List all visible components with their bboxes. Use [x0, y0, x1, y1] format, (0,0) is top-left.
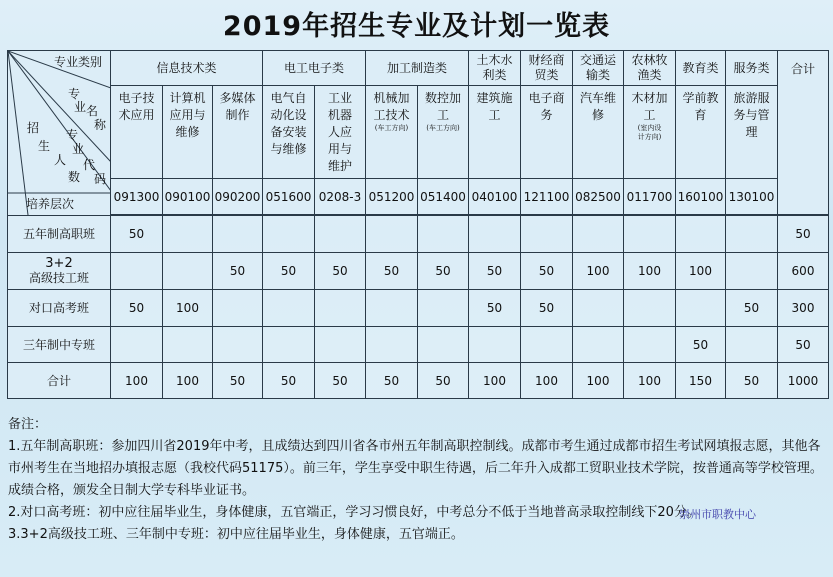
enroll-count-cell — [163, 327, 213, 363]
corner-major-name-char: 名 — [86, 104, 99, 118]
category-header-label: 交通运输类 — [579, 53, 616, 82]
enroll-count-cell: 100 — [624, 363, 676, 399]
corner-level-label: 培养层次 — [26, 197, 75, 211]
major-name-cell — [418, 86, 469, 179]
major-name-cell — [624, 86, 676, 179]
category-header-electrical: 电工电子类 — [263, 51, 366, 86]
major-code-cell: 090200 — [213, 179, 263, 215]
major-name-cell — [726, 86, 778, 179]
major-code-cell: 051200 — [366, 179, 418, 215]
major-name-cell — [573, 86, 624, 179]
table-row — [8, 216, 829, 253]
enroll-count-cell: 50 — [676, 327, 726, 363]
major-code-cell: 091300 — [111, 179, 163, 215]
enroll-count-cell: 50 — [521, 253, 573, 290]
enroll-count-cell — [315, 327, 366, 363]
enroll-count-cell — [213, 290, 263, 327]
enroll-count-cell: 50 — [726, 363, 778, 399]
enroll-count-cell — [624, 216, 676, 253]
major-name-cell — [469, 86, 521, 179]
major-code-row — [8, 179, 829, 215]
major-name-cell — [521, 86, 573, 179]
enroll-count-cell: 100 — [624, 253, 676, 290]
major-name: 学前教育 — [682, 91, 719, 122]
corner-major-code-char: 码 — [94, 172, 107, 186]
enroll-count-cell: 50 — [366, 253, 418, 290]
category-header-label: 土木水利类 — [476, 53, 513, 82]
corner-diagonal-lines — [8, 51, 111, 215]
major-code-cell: 051400 — [418, 179, 469, 215]
enroll-count-cell — [469, 216, 521, 253]
enroll-count-cell — [676, 216, 726, 253]
major-code-cell: 082500 — [573, 179, 624, 215]
enroll-count-cell — [418, 327, 469, 363]
major-name-row — [8, 86, 829, 179]
note-item: 2.对口高考班：初中应往届毕业生，身体健康，五官端正，学习习惯良好，中考总分不低于当地普高录取控制线下20分。 — [8, 505, 700, 520]
major-name: 电气自动化设备安装与维修 — [270, 91, 307, 156]
enroll-count-cell: 100 — [163, 363, 213, 399]
category-header-manufacturing: 加工制造类 — [366, 51, 469, 86]
row-label — [8, 253, 111, 290]
enroll-count-cell — [521, 216, 573, 253]
enrollment-table — [7, 50, 829, 399]
row-label-line: 高级技工班 — [28, 271, 89, 285]
major-sub-note: (车工方向) — [374, 124, 409, 132]
corner-enroll-char: 人 — [54, 153, 67, 167]
enroll-count-cell — [573, 327, 624, 363]
corner-major-code-char: 业 — [72, 142, 85, 156]
major-sub-note: (室内设计方向) — [637, 124, 662, 141]
corner-major-name-char: 称 — [94, 118, 107, 132]
enroll-count-cell: 100 — [573, 363, 624, 399]
enroll-count-cell — [315, 290, 366, 327]
enroll-count-cell — [163, 253, 213, 290]
major-name-cell — [315, 86, 366, 179]
enroll-count-cell — [111, 327, 163, 363]
category-header-info-tech: 信息技术类 — [111, 51, 263, 86]
enroll-count-cell — [624, 327, 676, 363]
table-row — [8, 253, 829, 290]
major-code-cell: 011700 — [624, 179, 676, 215]
watermark: 崇州市职教中心 — [679, 508, 756, 521]
enroll-count-cell — [366, 327, 418, 363]
enroll-count-cell — [726, 327, 778, 363]
category-header-total: 合计 — [778, 51, 829, 215]
table-row — [8, 327, 829, 363]
enroll-count-cell — [418, 290, 469, 327]
enroll-count-cell: 50 — [111, 216, 163, 253]
enroll-count-cell: 50 — [213, 253, 263, 290]
major-name-cell — [366, 86, 418, 179]
enroll-count-cell: 100 — [521, 363, 573, 399]
enroll-count-cell: 50 — [469, 290, 521, 327]
major-name: 木材加工 — [631, 91, 668, 122]
enroll-count-cell — [418, 216, 469, 253]
enroll-count-cell: 50 — [418, 363, 469, 399]
enroll-count-cell — [111, 253, 163, 290]
row-total-cell: 1000 — [778, 363, 829, 399]
row-label: 三年制中专班 — [8, 327, 111, 363]
enroll-count-cell: 100 — [573, 253, 624, 290]
major-code-cell: 160100 — [676, 179, 726, 215]
enroll-count-cell: 50 — [111, 290, 163, 327]
corner-major-name-char: 专 — [68, 87, 81, 101]
major-code-cell: 0208-3 — [315, 179, 366, 215]
major-name: 电子技术应用 — [118, 91, 155, 122]
category-header-civil — [469, 51, 521, 86]
enroll-count-cell — [163, 216, 213, 253]
row-total-cell: 600 — [778, 253, 829, 290]
corner-major-code-char: 代 — [83, 158, 96, 172]
enroll-count-cell — [315, 216, 366, 253]
major-sub-note: (车工方向) — [426, 124, 460, 132]
row-label-line: 3+2 — [45, 256, 73, 271]
note-item: 1.五年制高职班：参加四川省2019年中考，且成绩达到四川省各市州五年制高职控制线。成都市考生通过成都市招生考试网填报志愿，其他各市州考生在当地招办填报志愿（我校代码51175）。前三年，学生享受中职生待遇，后二年升入成都工贸职业技术学院，按普通高等学校管理。成绩合格，颁发全日制大学专科毕业证书。 — [8, 439, 823, 498]
enroll-count-cell — [573, 216, 624, 253]
corner-major-code-char: 专 — [66, 128, 79, 142]
data-rows — [8, 216, 829, 399]
enroll-count-cell: 50 — [418, 253, 469, 290]
enroll-count-cell — [726, 216, 778, 253]
enroll-count-cell — [469, 327, 521, 363]
notes-heading: 备注： — [8, 417, 48, 432]
enroll-count-cell — [366, 290, 418, 327]
enroll-count-cell — [366, 216, 418, 253]
major-name: 建筑施工 — [476, 91, 513, 122]
enroll-count-cell: 50 — [263, 363, 315, 399]
enroll-count-cell — [263, 327, 315, 363]
enroll-count-cell — [573, 290, 624, 327]
category-header-service: 服务类 — [726, 51, 778, 86]
enroll-count-cell: 50 — [263, 253, 315, 290]
enroll-count-cell: 100 — [111, 363, 163, 399]
enroll-count-cell: 150 — [676, 363, 726, 399]
major-name-cell — [263, 86, 315, 179]
enroll-count-cell: 50 — [726, 290, 778, 327]
enroll-count-cell: 100 — [676, 253, 726, 290]
row-label: 合计 — [8, 363, 111, 399]
category-header-label: 财经商贸类 — [528, 53, 565, 82]
category-header-transport — [573, 51, 624, 86]
major-name-cell — [111, 86, 163, 179]
major-name: 机械加工技术 — [373, 91, 410, 122]
corner-enroll-char: 生 — [38, 139, 51, 153]
enroll-count-cell: 50 — [366, 363, 418, 399]
category-header-finance — [521, 51, 573, 86]
enroll-count-cell: 50 — [315, 253, 366, 290]
row-label: 五年制高职班 — [8, 216, 111, 253]
table-row — [8, 290, 829, 327]
major-name: 电子商务 — [528, 91, 565, 122]
enroll-count-cell: 100 — [469, 363, 521, 399]
table-row — [8, 363, 829, 399]
major-code-cell: 090100 — [163, 179, 213, 215]
major-code-cell: 051600 — [263, 179, 315, 215]
note-item: 3.3+2高级技工班、三年制中专班：初中应往届毕业生，身体健康，五官端正。 — [8, 527, 464, 542]
corner-enroll-char: 招 — [27, 121, 40, 135]
major-name: 数控加工 — [424, 91, 461, 122]
enroll-count-cell: 50 — [521, 290, 573, 327]
enroll-count-cell — [263, 290, 315, 327]
category-header-agriculture — [624, 51, 676, 86]
major-code-cell: 040100 — [469, 179, 521, 215]
enroll-count-cell: 50 — [315, 363, 366, 399]
enroll-count-cell — [213, 327, 263, 363]
page-title: 2019年招生专业及计划一览表 — [222, 11, 611, 42]
major-code-cell: 130100 — [726, 179, 778, 215]
row-total-cell: 300 — [778, 290, 829, 327]
row-label: 对口高考班 — [8, 290, 111, 327]
corner-header-cell — [8, 51, 111, 216]
notes-section — [8, 414, 828, 546]
enroll-count-cell: 100 — [163, 290, 213, 327]
major-name-cell — [676, 86, 726, 179]
enroll-count-cell: 50 — [469, 253, 521, 290]
major-code-cell: 121100 — [521, 179, 573, 215]
row-total-cell: 50 — [778, 216, 829, 253]
category-header-education: 教育类 — [676, 51, 726, 86]
corner-enroll-char: 数 — [68, 170, 81, 184]
corner-category-label: 专业类别 — [54, 55, 103, 69]
major-name: 旅游服务与管理 — [733, 91, 770, 139]
enroll-count-cell: 50 — [213, 363, 263, 399]
major-name: 工业机器人应用与维护 — [327, 91, 352, 173]
major-name: 计算机应用与维修 — [169, 91, 206, 139]
category-header-label: 农林牧渔类 — [631, 53, 668, 82]
major-name-cell — [213, 86, 263, 179]
enroll-count-cell — [624, 290, 676, 327]
major-name: 汽车维修 — [579, 91, 616, 122]
major-name: 多媒体制作 — [219, 91, 256, 122]
enroll-count-cell — [676, 290, 726, 327]
enroll-count-cell — [213, 216, 263, 253]
corner-major-name-char: 业 — [74, 100, 87, 114]
enroll-count-cell — [726, 253, 778, 290]
enroll-count-cell — [263, 216, 315, 253]
enroll-count-cell — [521, 327, 573, 363]
major-name-cell — [163, 86, 213, 179]
row-total-cell: 50 — [778, 327, 829, 363]
